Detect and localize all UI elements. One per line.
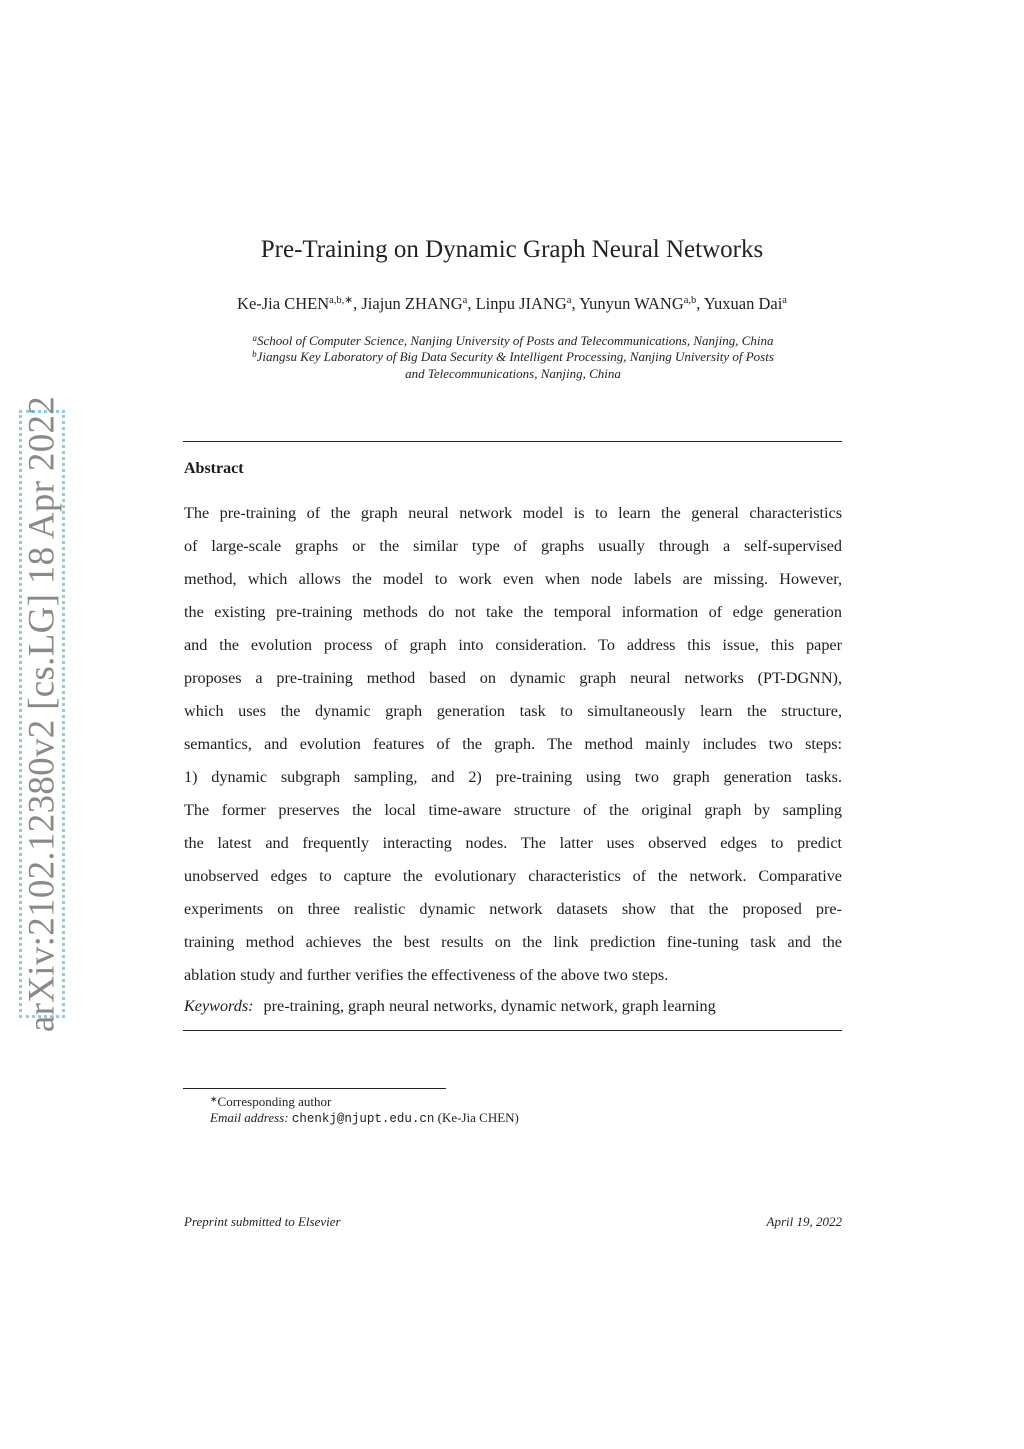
author-affil-mark: a	[462, 295, 468, 306]
author-affil-mark: a	[566, 295, 572, 306]
abstract-line: the existing pre-training methods do not take the temporal information of edge generation	[184, 603, 842, 621]
author-name: Yuxuan Dai	[703, 294, 783, 313]
author-separator: ,	[467, 294, 476, 313]
keywords-list: pre-training, graph neural networks, dynamic network, graph learning	[263, 997, 716, 1015]
abstract-line: experiments on three realistic dynamic network datasets show that the proposed pre-	[184, 900, 842, 918]
footnote-mark: ∗	[210, 1094, 218, 1104]
author-separator: ,	[571, 294, 580, 313]
abstract-line: and the evolution process of graph into consideration. To address this issue, this paper	[184, 636, 842, 654]
author-name: Jiajun ZHANG	[361, 294, 463, 313]
abstract-line: The pre-training of the graph neural network model is to learn the general characteristics	[184, 504, 842, 522]
affiliation-b	[183, 349, 843, 365]
email-note	[210, 1110, 519, 1126]
affiliation-text: Jiangsu Key Laboratory of Big Data Security & Intelligent Processing, Nanjing University of Posts	[256, 349, 774, 364]
paper-title: Pre-Training on Dynamic Graph Neural Networks	[260, 236, 764, 263]
email-link[interactable]: chenkj@njupt.edu.cn	[291, 1112, 435, 1126]
arxiv-identifier[interactable]: arXiv:2102.12380v2 [cs.LG] 18 Apr 2022	[21, 395, 63, 1033]
affiliation-mark: a	[252, 333, 257, 343]
abstract-bottom-rule	[183, 1030, 842, 1031]
author-name: Yunyun WANG	[579, 294, 684, 313]
author-separator: ,	[353, 294, 362, 313]
affiliation-mark: b	[252, 349, 257, 359]
corresponding-author-note	[210, 1094, 331, 1110]
abstract-top-rule	[183, 441, 842, 442]
abstract-line: of large-scale graphs or the similar type of graphs usually through a self-supervised	[184, 537, 842, 555]
abstract-line: 1) dynamic subgraph sampling, and 2) pre-training using two graph generation tasks.	[184, 768, 842, 786]
affiliation-text: School of Computer Science, Nanjing University of Posts and Telecommunications, Nanjing, China	[256, 333, 774, 348]
abstract-line: training method achieves the best results on the link prediction fine-tuning task and the	[184, 933, 842, 951]
abstract-line: unobserved edges to capture the evolutionary characteristics of the network. Comparative	[184, 867, 842, 885]
abstract-line: method, which allows the model to work even when node labels are missing. However,	[184, 570, 842, 588]
author-name: Linpu JIANG	[475, 294, 567, 313]
abstract-line: the latest and frequently interacting nodes. The latter uses observed edges to predict	[184, 834, 842, 852]
abstract-line: ablation study and further verifies the effectiveness of the above two steps.	[184, 966, 669, 984]
corresponding-author-text: Corresponding author	[217, 1094, 332, 1109]
abstract-heading: Abstract	[184, 460, 244, 477]
abstract-line: proposes a pre-training method based on dynamic graph neural networks (PT-DGNN),	[184, 669, 842, 687]
abstract-line: which uses the dynamic graph generation task to simultaneously learn the structure,	[184, 702, 842, 720]
author-list	[0, 294, 1024, 314]
author-separator: ,	[696, 294, 704, 313]
affiliation-a	[183, 333, 843, 349]
author-affil-mark: a	[782, 295, 787, 306]
keywords-label: Keywords:	[184, 997, 254, 1015]
abstract-line: semantics, and evolution features of the graph. The method mainly includes two steps:	[184, 735, 842, 753]
author-name: Ke-Jia CHEN	[237, 294, 330, 313]
abstract-line: The former preserves the local time-aware structure of the original graph by sampling	[184, 801, 842, 819]
keywords	[184, 995, 842, 1017]
email-label: Email address:	[210, 1110, 289, 1125]
author-affil-mark: a,b	[683, 295, 697, 306]
preprint-note: Preprint submitted to Elsevier	[184, 1214, 341, 1229]
email-owner: (Ke-Jia CHEN)	[437, 1110, 519, 1125]
preprint-date: April 19, 2022	[766, 1214, 842, 1229]
author-affil-mark: a,b,∗	[329, 295, 354, 306]
footnote-rule	[183, 1088, 446, 1089]
affiliation-b-continued: and Telecommunications, Nanjing, China	[405, 366, 621, 381]
